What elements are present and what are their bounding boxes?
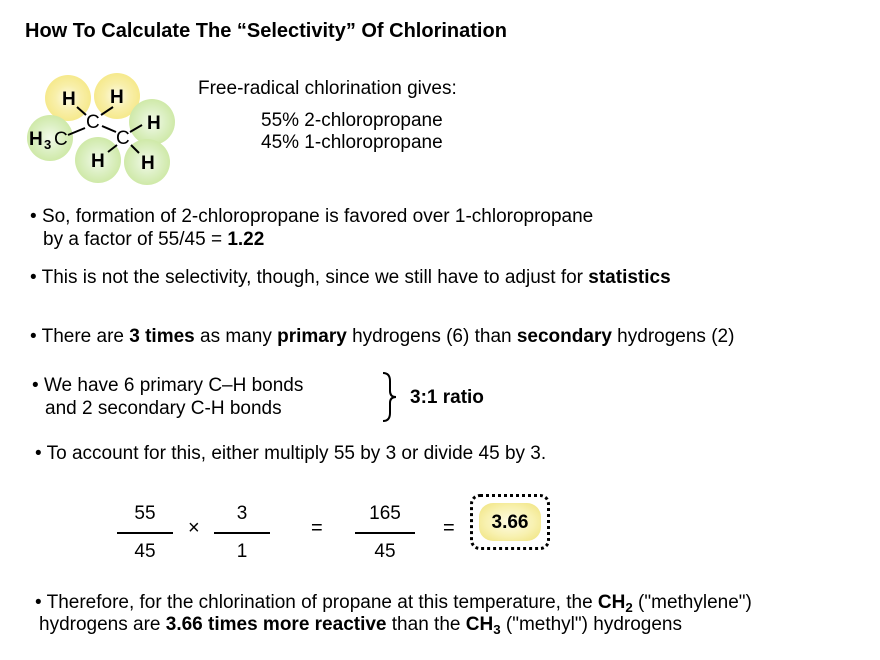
fraction-numerator: 165 <box>369 503 401 524</box>
fraction-denominator: 1 <box>236 541 248 562</box>
answer-box <box>470 494 550 550</box>
bullet-factor <box>30 205 593 251</box>
ch3-formula: $CH_3$ <box>465 614 501 637</box>
bullet-account: • To account for this, either multiply 55 by 3 or divide 45 by 3. <box>35 443 547 464</box>
h-atom: H <box>141 153 155 174</box>
bullet-dot: • <box>35 443 47 464</box>
bullet-conclusion: • Therefore, for the chlorination of propane at this temperature, the $CH_2$ ("methylene") <box>35 592 752 615</box>
intro-heading: Free-radical chlorination gives: <box>198 78 457 99</box>
bullet-bonds <box>32 374 303 420</box>
factor-line-1: So, formation of 2-chloropropane is favored over 1-chloropropane <box>41 206 594 227</box>
brace-icon <box>380 371 400 423</box>
methyl-c-atom: C <box>54 129 68 150</box>
fraction-bar <box>355 532 415 534</box>
c-atom-right: C <box>116 128 130 149</box>
h-atom: H <box>147 113 161 134</box>
fraction-165-45 <box>355 502 415 564</box>
bonds-line-1: We have 6 primary C–H bonds <box>43 375 304 396</box>
methyl-h-atom: H <box>29 129 43 150</box>
reactivity-factor: 3.66 times more reactive <box>165 614 387 635</box>
bonds-line-2: and 2 secondary C-H bonds <box>45 398 282 419</box>
h-atom: H <box>110 87 124 108</box>
bullet-dot: • <box>30 206 42 227</box>
fraction-bar <box>214 532 270 534</box>
ratio-label: 3:1 ratio <box>410 387 484 408</box>
h-atom: H <box>62 89 76 110</box>
methyl-subscript: 3 <box>44 137 52 152</box>
fraction-denominator: 45 <box>374 541 396 562</box>
bullet-dot: • <box>30 326 42 347</box>
ch2-formula: $CH_2$ <box>597 592 633 615</box>
factor-value: 1.22 <box>227 229 265 250</box>
fraction-55-45 <box>117 502 173 564</box>
bullet-hydrogen-count: • There are 3 times as many primary hydrogens (6) than secondary hydrogens (2) <box>30 326 735 347</box>
product-1: 55% 2-chloropropane <box>261 110 443 131</box>
bullet-dot: • <box>32 375 44 396</box>
equals-symbol: = <box>443 517 455 539</box>
conclusion-line-2: hydrogens are 3.66 times more reactive than the $CH_3$ ("methyl") hydrogens <box>39 614 682 637</box>
product-2: 45% 1-chloropropane <box>261 132 443 153</box>
times-symbol: × <box>188 517 200 539</box>
bullet-dot: • <box>35 592 47 613</box>
fraction-3-1 <box>214 502 270 564</box>
fraction-denominator: 45 <box>134 541 156 562</box>
propane-structure <box>20 62 190 192</box>
c-atom-central: C <box>86 112 100 133</box>
answer-value: 3.66 <box>491 512 529 533</box>
bullet-dot: • <box>30 267 42 288</box>
factor-line-2: by a factor of 55/45 = <box>43 229 228 250</box>
fraction-numerator: 55 <box>134 503 156 524</box>
h-atom: H <box>91 151 105 172</box>
bullet-statistics: • This is not the selectivity, though, since we still have to adjust for statistics <box>30 267 671 288</box>
fraction-numerator: 3 <box>236 503 248 524</box>
equals-symbol: = <box>311 517 323 539</box>
fraction-bar <box>117 532 173 534</box>
statistics-term: statistics <box>588 267 671 288</box>
page-title: How To Calculate The “Selectivity” Of Chlorination <box>25 20 507 42</box>
